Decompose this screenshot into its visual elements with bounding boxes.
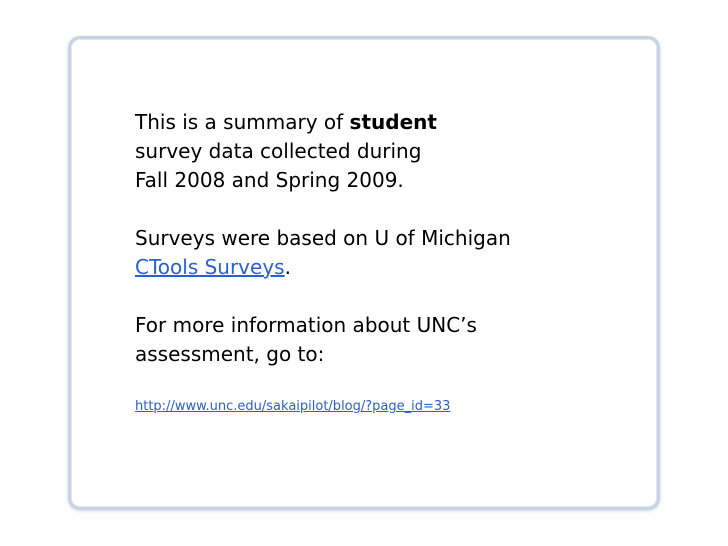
surveys-link-suffix: . [284, 255, 291, 279]
more-info-line-2: assessment, go to: [135, 342, 325, 366]
summary-paragraph [135, 108, 635, 195]
summary-line-3: Fall 2008 and Spring 2009. [135, 168, 404, 192]
assessment-url-link[interactable]: http://www.unc.edu/sakaipilot/blog/?page_id=33 [135, 399, 451, 414]
url-paragraph [135, 398, 635, 416]
more-info-paragraph [135, 311, 635, 369]
summary-line-1-bold: student [349, 110, 437, 134]
ctools-surveys-link[interactable]: CTools Surveys [135, 255, 285, 279]
slide-content [135, 108, 635, 416]
summary-line-1 [135, 108, 635, 137]
summary-line-2: survey data collected during [135, 139, 422, 163]
surveys-line-1: Surveys were based on U of Michigan [135, 226, 511, 250]
surveys-paragraph [135, 224, 635, 282]
more-info-line-1: For more information about UNC’s [135, 313, 477, 337]
surveys-line-2 [135, 253, 635, 282]
summary-line-1-prefix: This is a summary of [135, 110, 350, 134]
